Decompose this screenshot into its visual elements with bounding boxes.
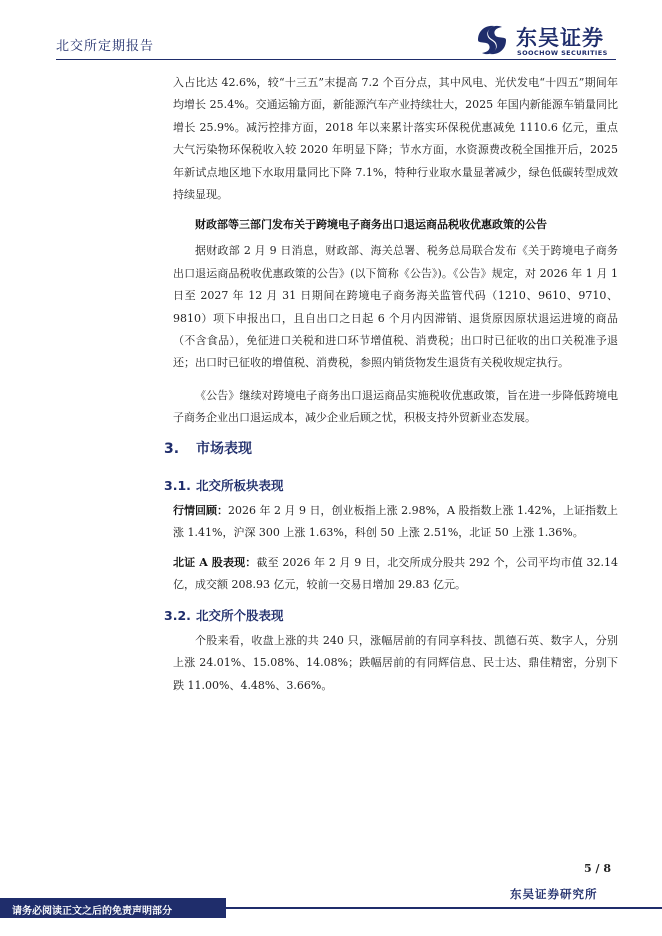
stock-performance-paragraph: 个股来看，收盘上涨的共 240 只，涨幅居前的有同享科技、凯德石英、数字人，分别上涨 24.01%、15.08%、14.08%；跌幅居前的有同辉信息、民士达、鼎佳精密，分别下跌 11.00%、4.48%、3.66%。 bbox=[173, 634, 618, 692]
page-number: 5 / 8 bbox=[584, 862, 611, 875]
logo-english-text: SOOCHOW SECURITIES bbox=[517, 49, 608, 57]
section-3-number: 3. bbox=[164, 441, 180, 457]
brand-logo bbox=[474, 22, 624, 58]
market-review-label: 行情回顾： bbox=[173, 504, 229, 517]
section-3-title: 市场表现 bbox=[196, 441, 252, 457]
report-type-title: 北交所定期报告 bbox=[56, 39, 155, 54]
bse-a-share-block bbox=[173, 552, 618, 597]
intro-paragraph: 入占比达 42.6%，较“十三五”末提高 7.2 个百分点，其中风电、光伏发电“十四五”期间年均增长 25.4%。交通运输方面，新能源汽车产业持续壮大，2025 年国内新能源车销量同比增长 25.9%。减污控排方面，2018 年以来累计落实环保税优惠减免 1110.6 亿元，重点大气污染物环保税收入较 2020 年明显下降；节水方面，水资源费改税全国推开后，2025 年新试点地区地下水取用量同比下降 7.1%，特种行业取水量显著减少，绿色低碳转型成效持续显现。 bbox=[173, 76, 618, 202]
section-3-1-number: 3.1. bbox=[164, 478, 191, 493]
footer-organization: 东吴证券研究所 bbox=[510, 887, 598, 901]
bse-a-share-text: 截至 2026 年 2 月 9 日，北交所成分股共 292 个，公司平均市值 32.14 亿，成交额 208.93 亿元，较前一交易日增加 29.83 亿元。 bbox=[173, 556, 618, 592]
section-3-2-title: 北交所个股表现 bbox=[196, 608, 284, 623]
section-3-heading bbox=[164, 438, 252, 458]
stock-performance-block bbox=[173, 630, 618, 697]
section-3-1-title: 北交所板块表现 bbox=[196, 478, 284, 493]
notice-paragraph-1: 据财政部 2 月 9 日消息，财政部、海关总署、税务总局联合发布《关于跨境电子商务出口退运商品税收优惠政策的公告》(以下简称《公告》)。《公告》规定，对 2026 年 1 月 1 日至 2027 年 12 月 31 日期间在跨境电子商务海关监管代码（1210、9610、9710、9810）项下申报出口，且自出口之日起 6 个月内因滞销、退货原因原状退运进境的商品（不含食品），免征进口关税和进口环节增值税、消费税；出口时已征收的出口关税准予退还；出口时已征收的增值税、消费税，参照内销货物发生退货有关税收规定执行。 bbox=[173, 244, 618, 370]
section-3-1-heading bbox=[164, 476, 284, 494]
section-3-2-heading bbox=[164, 606, 284, 624]
body-content-upper bbox=[173, 72, 618, 430]
market-review-text: 2026 年 2 月 9 日，创业板指上涨 2.98%，A 股指数上涨 1.42%，上证指数上涨 1.41%，沪深 300 上涨 1.63%，科创 50 上涨 2.51%，北证 50 上涨 1.36%。 bbox=[173, 504, 619, 540]
page-header bbox=[0, 0, 662, 64]
bse-a-share-label: 北证 A 股表现： bbox=[173, 556, 257, 569]
header-divider bbox=[56, 59, 616, 60]
footer-disclaimer-text: 请务必阅读正文之后的免责声明部分 bbox=[12, 906, 172, 917]
footer-divider bbox=[226, 907, 662, 909]
soochow-logo-icon bbox=[474, 22, 510, 58]
notice-heading: 财政部等三部门发布关于跨境电子商务出口退运商品税收优惠政策的公告 bbox=[195, 218, 547, 232]
market-review-block bbox=[173, 500, 618, 545]
section-3-2-number: 3.2. bbox=[164, 608, 191, 623]
logo-chinese-text: 东吴证券 bbox=[516, 26, 604, 50]
notice-paragraph-2: 《公告》继续对跨境电子商务出口退运商品实施税收优惠政策，旨在进一步降低跨境电子商务企业出口退运成本，减少企业后顾之忧，积极支持外贸新业态发展。 bbox=[173, 388, 618, 425]
